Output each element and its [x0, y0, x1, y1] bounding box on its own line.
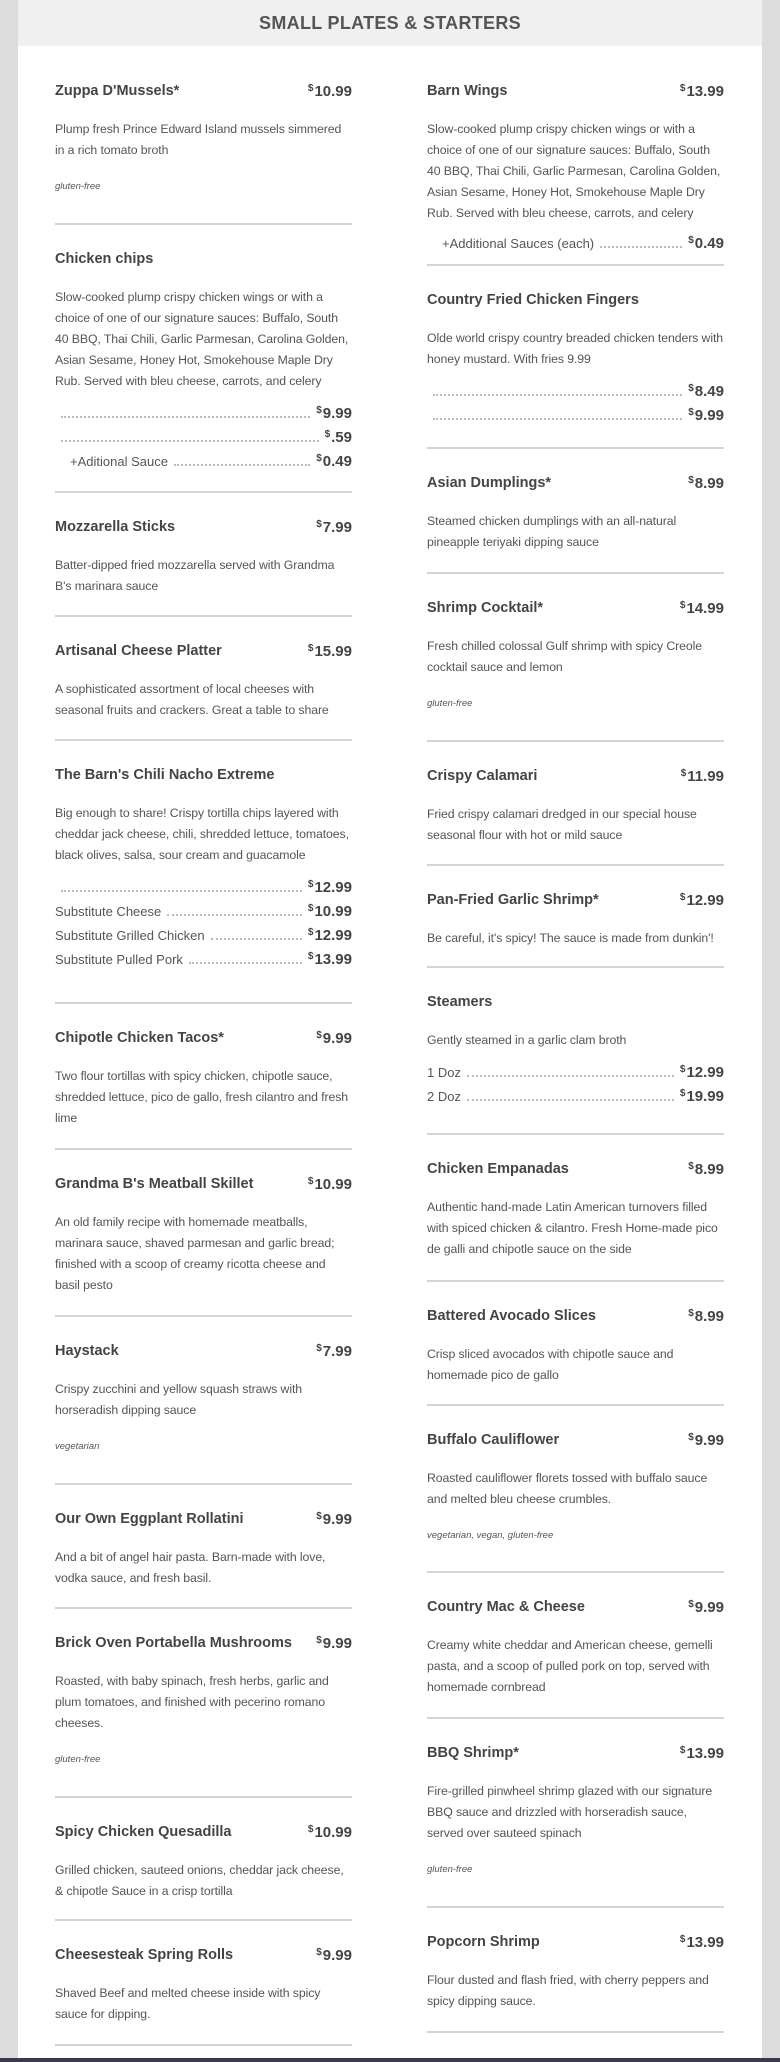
price [308, 951, 352, 968]
menu-item-name: Haystack [55, 1343, 119, 1359]
price [316, 1343, 352, 1360]
menu-item [55, 1172, 352, 1317]
dietary-tag: gluten-free [55, 1754, 101, 1765]
menu-item [427, 471, 724, 574]
menu-item [427, 1930, 724, 2033]
menu-item [427, 764, 724, 866]
price-option-row [427, 1084, 724, 1108]
dotted-leader [433, 418, 682, 420]
dietary-tag: gluten-free [55, 181, 101, 192]
menu-item-header [427, 1930, 724, 1954]
price-value: 12.99 [686, 1063, 724, 1081]
menu-item-description: Olde world crispy country breaded chicken tenders with honey mustard. With fries 9.99 [427, 331, 724, 366]
price [688, 235, 724, 252]
option-label: +Additional Sauces (each) [442, 235, 595, 251]
price-value: 9.99 [322, 404, 352, 422]
price [688, 1432, 724, 1449]
menu-item [55, 639, 352, 741]
price-value: 9.99 [322, 1029, 352, 1047]
price-value: 10.99 [314, 1175, 352, 1193]
dotted-leader [61, 440, 319, 442]
price-option-row [55, 449, 352, 473]
price [308, 879, 352, 896]
menu-item-header [427, 1428, 724, 1452]
currency-symbol: $ [316, 1634, 322, 1646]
menu-item-header [55, 1820, 352, 1844]
menu-item-name: Zuppa D'Mussels* [55, 83, 180, 99]
option-label: Substitute Cheese [55, 903, 162, 919]
price [308, 903, 352, 920]
price-value: 13.99 [686, 1933, 724, 1951]
dotted-leader [600, 246, 682, 248]
price-option-row [427, 403, 724, 427]
price-option-row [427, 1060, 724, 1084]
menu-item [55, 1507, 352, 1609]
dotted-leader [467, 1075, 674, 1077]
menu-item-name: Chicken Empanadas [427, 1161, 569, 1177]
menu-item-header [427, 471, 724, 495]
menu-item-header [427, 1304, 724, 1328]
price-option-row [55, 401, 352, 425]
menu-item-name: The Barn's Chili Nacho Extreme [55, 767, 275, 783]
menu-item-description: Roasted cauliflower florets tossed with buffalo sauce and melted bleu cheese crumbles. [427, 1471, 708, 1506]
price-option-row [427, 233, 724, 253]
price-value: 10.99 [314, 1823, 352, 1841]
menu-item [427, 1741, 724, 1908]
menu-item-header [55, 1172, 352, 1196]
menu-item-name: Grandma B's Meatball Skillet [55, 1176, 254, 1192]
currency-symbol: $ [307, 878, 314, 890]
menu-item [427, 79, 724, 266]
currency-symbol: $ [679, 891, 686, 903]
price-value: 14.99 [686, 599, 724, 617]
menu-item-header [427, 1157, 724, 1181]
menu-item-description: Fried crispy calamari dredged in our special house seasonal flour with hot or mild sauce [427, 807, 697, 842]
option-label: 2 Doz [427, 1088, 461, 1104]
menu-item-description: Flour dusted and flash fried, with cherry peppers and spicy dipping sauce. [427, 1973, 709, 2008]
price [680, 1934, 724, 1951]
price-option-row [55, 899, 352, 923]
dotted-leader [189, 962, 302, 964]
menu-item-header [55, 79, 352, 103]
menu-item-header [427, 1741, 724, 1765]
currency-symbol: $ [316, 452, 322, 464]
currency-symbol: $ [679, 1063, 686, 1075]
price-value: 19.99 [686, 1087, 724, 1105]
menu-item-name: Battered Avocado Slices [427, 1308, 596, 1324]
menu-item-description: Big enough to share! Crispy tortilla chips layered with cheddar jack cheese, chili, shredded lettuce, tomatoes, black olives, salsa, sour cream and guacamole [55, 806, 349, 862]
menu-item-name: Country Mac & Cheese [427, 1599, 585, 1615]
currency-symbol: $ [307, 82, 314, 94]
dotted-leader [211, 938, 302, 940]
price-value: 7.99 [322, 518, 352, 536]
price-value: 7.99 [322, 1342, 352, 1360]
menu-item [427, 1428, 724, 1573]
menu-item [427, 1595, 724, 1719]
price [308, 1176, 352, 1193]
price-option-row [427, 379, 724, 403]
menu-item-description: Roasted, with baby spinach, fresh herbs, garlic and plum tomatoes, and finished with pecerino romano cheeses. [55, 1674, 329, 1730]
price [688, 1599, 724, 1616]
menu-item-name: Artisanal Cheese Platter [55, 643, 222, 659]
menu-item-name: Brick Oven Portabella Mushrooms [55, 1635, 292, 1651]
price [308, 83, 352, 100]
menu-item-header [55, 639, 352, 663]
menu-item [55, 515, 352, 617]
menu-item [55, 763, 352, 1004]
price [680, 600, 724, 617]
price-value: 10.99 [314, 902, 352, 920]
menu-item-name: Popcorn Shrimp [427, 1934, 540, 1950]
currency-symbol: $ [307, 902, 314, 914]
menu-item-header [55, 1026, 352, 1050]
currency-symbol: $ [688, 1431, 694, 1443]
price-value: 8.49 [694, 382, 724, 400]
option-label: Substitute Pulled Pork [55, 951, 183, 967]
currency-symbol: $ [688, 1598, 694, 1610]
currency-symbol: $ [324, 428, 331, 440]
menu-item-header [55, 1507, 352, 1531]
menu-item-description: Slow-cooked plump crispy chicken wings or with a choice of one of our signature sauces: Buffalo, South 40 BBQ, Thai Chili, Garlic Parmesan, Carolina Golden, Asian Sesame, Honey Hot, Smokehouse Maple Dry Rub. Served with bleu cheese, carrots, and celery [55, 290, 349, 388]
menu-item-name: Steamers [427, 994, 493, 1010]
menu-item-name: Crispy Calamari [427, 768, 538, 784]
menu-item-name: Pan-Fried Garlic Shrimp* [427, 892, 599, 908]
price [316, 1030, 352, 1047]
dotted-leader [467, 1099, 674, 1101]
menu-item-description: Gently steamed in a garlic clam broth [427, 1033, 627, 1047]
menu-item-name: Barn Wings [427, 83, 508, 99]
currency-symbol: $ [307, 950, 314, 962]
price-value: 9.99 [694, 1431, 724, 1449]
currency-symbol: $ [307, 1823, 314, 1835]
price-value: 0.49 [694, 234, 724, 252]
price [688, 407, 724, 424]
price-value: 9.99 [322, 1510, 352, 1528]
dotted-leader [167, 914, 302, 916]
option-label: Substitute Grilled Chicken [55, 927, 205, 943]
menu-item-header [55, 763, 352, 787]
dietary-tag: vegetarian [55, 1441, 100, 1452]
menu-item-description: And a bit of angel hair pasta. Barn-made with love, vodka sauce, and fresh basil. [55, 1550, 326, 1585]
dotted-leader [61, 890, 302, 892]
menu-item-name: Cheesesteak Spring Rolls [55, 1947, 234, 1963]
currency-symbol: $ [679, 1933, 686, 1945]
currency-symbol: $ [307, 1175, 314, 1187]
menu-item-description: Steamed chicken dumplings with an all-natural pineapple teriyaki dipping sauce [427, 514, 677, 549]
menu-column-left [55, 0, 352, 2058]
menu-item-description: Fire-grilled pinwheel shrimp glazed with our signature BBQ sauce and drizzled with horseradish sauce, served over sauteed spinach [427, 1784, 713, 1840]
currency-symbol: $ [316, 518, 322, 530]
dotted-leader [61, 416, 310, 418]
price [316, 519, 352, 536]
menu-item-description: Batter-dipped fried mozzarella served with Grandma B's marinara sauce [55, 558, 335, 593]
menu-item-description: Plump fresh Prince Edward Island mussels simmered in a rich tomato broth [55, 122, 342, 157]
price [308, 927, 352, 944]
menu-item-header [427, 1595, 724, 1619]
menu-item-description: Slow-cooked plump crispy chicken wings or with a choice of one of our signature sauces: Buffalo, South 40 BBQ, Thai Chili, Garlic Parmesan, Carolina Golden, Asian Sesame, Honey Hot, Smokehouse Maple Dry Rub. Served with bleu cheese, carrots, and celery [427, 122, 721, 220]
price-value: 13.99 [686, 82, 724, 100]
bottom-bar [0, 2058, 780, 2062]
menu-item-name: Spicy Chicken Quesadilla [55, 1824, 232, 1840]
currency-symbol: $ [316, 404, 322, 416]
currency-symbol: $ [316, 1342, 322, 1354]
price [680, 1064, 724, 1081]
menu-card [18, 0, 762, 2058]
price-value: 10.99 [314, 82, 352, 100]
menu-column-right [427, 0, 724, 2058]
menu-item-description: Crisp sliced avocados with chipotle sauce and homemade pico de gallo [427, 1347, 674, 1382]
menu-item-name: Chicken chips [55, 251, 154, 267]
menu-item-header [55, 247, 352, 271]
menu-item-name: Buffalo Cauliflower [427, 1432, 560, 1448]
currency-symbol: $ [688, 1307, 694, 1319]
menu-item-name: Shrimp Cocktail* [427, 600, 544, 616]
price-value: 9.99 [694, 1598, 724, 1616]
currency-symbol: $ [680, 767, 687, 779]
price [688, 383, 724, 400]
price [680, 1745, 724, 1762]
price [680, 83, 724, 100]
price-options [427, 233, 724, 253]
price [316, 1947, 352, 1964]
price-value: 12.99 [314, 878, 352, 896]
menu-item-description: Be careful, it's spicy! The sauce is made from dunkin'! [427, 931, 714, 945]
menu-item [427, 288, 724, 449]
menu-item [55, 1943, 352, 2046]
menu-item-header [427, 288, 724, 312]
menu-item-name: Mozzarella Sticks [55, 519, 176, 535]
price-options [55, 401, 352, 473]
currency-symbol: $ [688, 406, 694, 418]
currency-symbol: $ [316, 1510, 322, 1522]
price-value: 9.99 [322, 1946, 352, 1964]
menu-columns [55, 0, 725, 2058]
price-value: 9.99 [694, 406, 724, 424]
price-value: 8.99 [694, 474, 724, 492]
price [316, 1511, 352, 1528]
price [688, 1308, 724, 1325]
currency-symbol: $ [307, 926, 314, 938]
price [688, 1161, 724, 1178]
menu-item-name: Our Own Eggplant Rollatini [55, 1511, 244, 1527]
currency-symbol: $ [316, 1946, 322, 1958]
price [680, 892, 724, 909]
price-value: 8.99 [694, 1160, 724, 1178]
menu-item [55, 1339, 352, 1485]
menu-item-header [427, 888, 724, 912]
price-value: 9.99 [322, 1634, 352, 1652]
menu-item [427, 888, 724, 968]
price [316, 1635, 352, 1652]
price-value: 12.99 [686, 891, 724, 909]
price [308, 1824, 352, 1841]
menu-item [55, 1820, 352, 1921]
price-option-row [55, 875, 352, 899]
currency-symbol: $ [679, 82, 686, 94]
dietary-tag: vegetarian, vegan, gluten-free [427, 1530, 554, 1541]
currency-symbol: $ [316, 1029, 322, 1041]
currency-symbol: $ [679, 1744, 686, 1756]
currency-symbol: $ [679, 599, 686, 611]
menu-item-header [427, 990, 724, 1014]
menu-item-description: Grilled chicken, sauteed onions, cheddar jack cheese, & chipotle Sauce in a crisp tortilla [55, 1863, 344, 1898]
price-value: 15.99 [314, 642, 352, 660]
menu-item-description: A sophisticated assortment of local cheeses with seasonal fruits and crackers. Great a table to share [55, 682, 329, 717]
menu-item-name: Country Fried Chicken Fingers [427, 292, 639, 308]
price [316, 405, 352, 422]
menu-item-header [55, 515, 352, 539]
menu-item-header [427, 79, 724, 103]
price-value: 8.99 [694, 1307, 724, 1325]
price-value: 13.99 [686, 1744, 724, 1762]
currency-symbol: $ [307, 642, 314, 654]
menu-item [427, 1304, 724, 1406]
menu-item-name: BBQ Shrimp* [427, 1745, 519, 1761]
menu-item-header [55, 1631, 352, 1655]
price-options [427, 1060, 724, 1108]
menu-item-description: Two flour tortillas with spicy chicken, chipotle sauce, shredded lettuce, pico de gallo, fresh cilantro and fresh lime [55, 1069, 349, 1125]
menu-item-description: Shaved Beef and melted cheese inside with spicy sauce for dipping. [55, 1986, 321, 2021]
price-value: 12.99 [314, 926, 352, 944]
option-label: 1 Doz [427, 1064, 461, 1080]
price-option-row [55, 947, 352, 971]
menu-item-description: Crispy zucchini and yellow squash straws with horseradish dipping sauce [55, 1382, 303, 1417]
menu-item-name: Chipotle Chicken Tacos* [55, 1030, 224, 1046]
menu-item-description: An old family recipe with homemade meatballs, marinara sauce, shaved parmesan and garlic bread; finished with a scoop of creamy ricotta cheese and basil pesto [55, 1215, 335, 1292]
dotted-leader [433, 394, 682, 396]
price [308, 643, 352, 660]
price-options [55, 875, 352, 971]
price-options [427, 379, 724, 427]
menu-item-description: Creamy white cheddar and American cheese, gemelli pasta, and a scoop of pulled pork on top, served with homemade cornbread [427, 1638, 713, 1694]
currency-symbol: $ [688, 1160, 694, 1172]
price-option-row [55, 425, 352, 449]
price [681, 768, 724, 785]
dotted-leader [174, 464, 310, 466]
menu-item [427, 1157, 724, 1282]
menu-item-header [427, 764, 724, 788]
menu-item [427, 990, 724, 1135]
currency-symbol: $ [688, 382, 694, 394]
menu-item-name: Asian Dumplings* [427, 475, 552, 491]
price [680, 1088, 724, 1105]
price [325, 429, 352, 446]
price-value: 0.49 [322, 452, 352, 470]
price-value: 13.99 [314, 950, 352, 968]
price-value: 11.99 [687, 767, 724, 785]
price-option-row [55, 923, 352, 947]
currency-symbol: $ [688, 234, 694, 246]
menu-item-header [55, 1339, 352, 1363]
menu-item [55, 1026, 352, 1150]
option-label: +Aditional Sauce [70, 453, 168, 469]
price-value: .59 [331, 428, 352, 446]
menu-item-header [55, 1943, 352, 1967]
menu-item [55, 1631, 352, 1798]
currency-symbol: $ [688, 474, 694, 486]
menu-item [427, 596, 724, 742]
menu-item-description: Authentic hand-made Latin American turnovers filled with spiced chicken & cilantro. Fresh Home-made pico de galli and chipotle sauce on the side [427, 1200, 718, 1256]
section-title: SMALL PLATES & STARTERS [259, 12, 521, 33]
dietary-tag: gluten-free [427, 1864, 473, 1875]
menu-item [55, 247, 352, 493]
price [688, 475, 724, 492]
dietary-tag: gluten-free [427, 698, 473, 709]
currency-symbol: $ [679, 1087, 686, 1099]
menu-item [55, 79, 352, 225]
menu-item-description: Fresh chilled colossal Gulf shrimp with spicy Creole cocktail sauce and lemon [427, 639, 702, 674]
menu-item-header [427, 596, 724, 620]
price [316, 453, 352, 470]
